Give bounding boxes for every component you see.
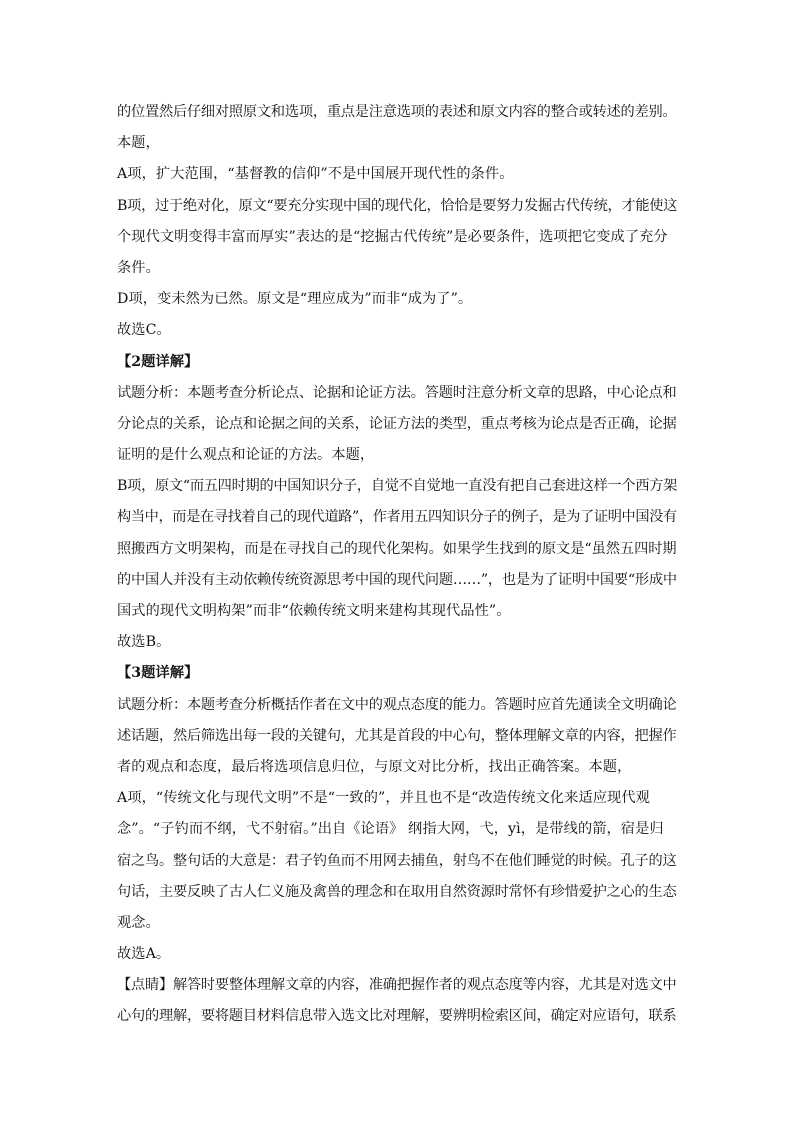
section-heading: 【2题详解】 <box>117 353 199 370</box>
text-line: 故选B。 <box>117 634 171 651</box>
text-line: 者的观点和态度，最后将选项信息归位，与原文对比分析，找出正确答案。本题， <box>117 758 632 775</box>
text-line: 试题分析：本题考查分析论点、论据和论证方法。答题时注意分析文章的思路，中心论点和 <box>117 384 677 401</box>
text-line: 观念。 <box>117 914 160 931</box>
text-line: 构当中，而是在寻找着自己的现代道路”，作者用五四知识分子的例子，是为了证明中国没有 <box>117 509 677 526</box>
text-line: B项，原文“而五四时期的中国知识分子，自觉不自觉地一直没有把自己套进这样一个西方架 <box>117 478 678 495</box>
text-line: 证明的是什么观点和论证的方法。本题， <box>117 447 375 464</box>
document-body <box>117 97 677 1033</box>
text-line: 试题分析：本题考查分析概括作者在文中的观点态度的能力。答题时应首先通读全文明确论 <box>117 696 677 713</box>
text-line: 念”。“子钓而不纲，弋不射宿。”出自《论语》 纲指大网，弋，yì，是带线的箭，宿是归 <box>117 821 664 838</box>
text-line: 的中国人并没有主动依赖传统资源思考中国的现代问题……”，也是为了证明中国要“形成中 <box>117 571 677 588</box>
text-line: 句话，主要反映了古人仁义施及禽兽的理念和在取用自然资源时常怀有珍惜爱护之心的生态 <box>117 883 677 900</box>
text-line: 宿之鸟。整句话的大意是：君子钓鱼而不用网去捕鱼，射鸟不在他们睡觉的时候。孔子的这 <box>117 852 677 869</box>
text-line: 国式的现代文明构架”而非“依赖传统文明来建构其现代品性”。 <box>117 603 511 619</box>
text-line: A项，扩大范围，“基督教的信仰”不是中国展开现代性的条件。 <box>117 166 514 183</box>
text-line: 【点睛】解答时要整体理解文章的内容，准确把握作者的观点态度等内容，尤其是对选文中 <box>117 977 677 994</box>
text-line: 心句的理解，要将题目材料信息带入选文比对理解，要辨明检索区间，确定对应语句，联系 <box>117 1008 677 1025</box>
text-line: 本题， <box>117 135 160 152</box>
section-heading: 【3题详解】 <box>117 665 199 682</box>
text-line: 述话题，然后筛选出每一段的关键句，尤其是首段的中心句，整体理解文章的内容，把握作 <box>117 727 677 744</box>
text-line: B项，过于绝对化，原文“要充分实现中国的现代化，恰恰是要努力发掘古代传统，才能使这 <box>117 197 678 214</box>
text-line: D项，变未然为已然。原文是“理应成为”而非“成为了”。 <box>117 291 473 308</box>
text-line: 条件。 <box>117 259 160 276</box>
text-line: 分论点的关系，论点和论据之间的关系，论证方法的类型，重点考核为论点是否正确，论据 <box>117 415 677 432</box>
text-line: 的位置然后仔细对照原文和选项，重点是注意选项的表述和原文内容的整合或转述的差别。 <box>117 104 677 120</box>
text-line: 故选C。 <box>117 322 171 339</box>
text-line: A项，“传统文化与现代文明”不是“一致的”，并且也不是“改造传统文化来适应现代观 <box>117 790 650 807</box>
text-line: 照搬西方文明架构，而是在寻找自己的现代化架构。如果学生找到的原文是“虽然五四时期 <box>117 540 677 557</box>
text-line: 个现代文明变得丰富而厚实”表达的是“挖掘古代传统”是必要条件，选项把它变成了充分 <box>117 228 668 245</box>
text-line: 故选A。 <box>117 946 171 963</box>
